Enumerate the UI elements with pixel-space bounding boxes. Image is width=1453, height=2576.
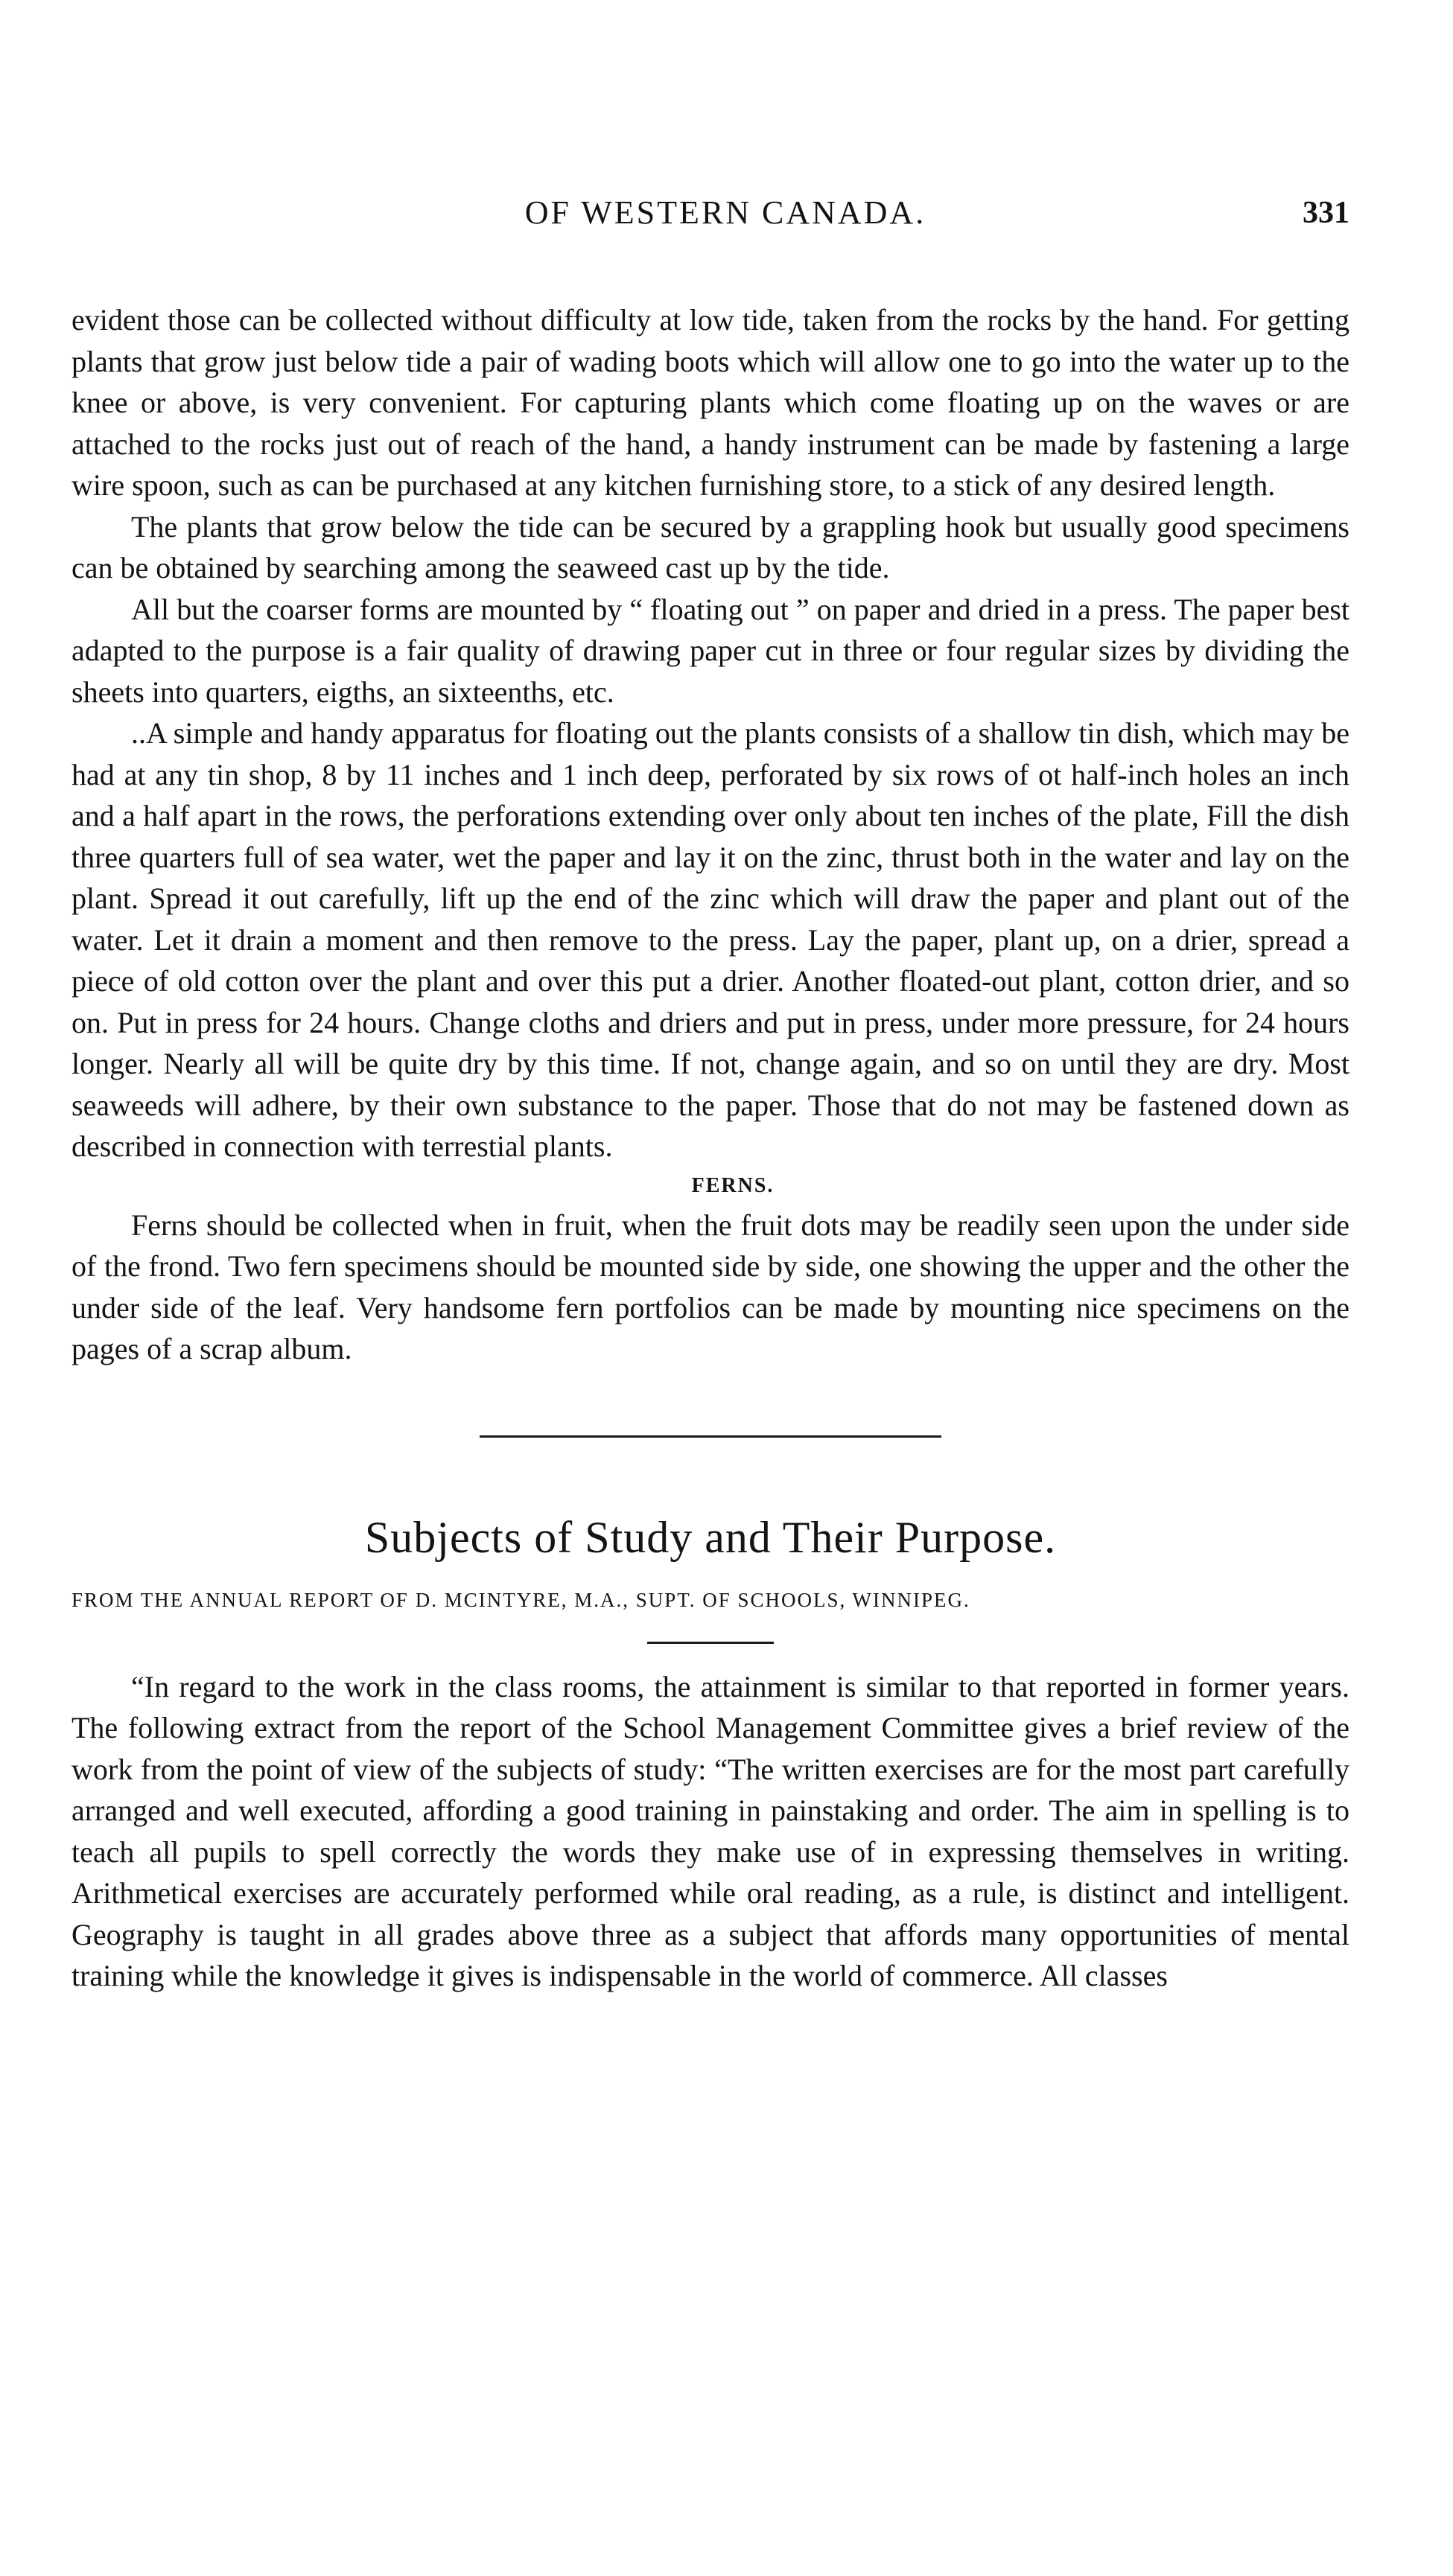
ferns-heading: FERNS. — [691, 1173, 775, 1197]
document-page — [71, 186, 1349, 1997]
article-body — [71, 1666, 1349, 1997]
page-number: 331 — [1303, 196, 1349, 230]
paragraph-collecting: evident those can be collected without difficulty at low tide, taken from the rocks by the hand. For getting plants that grow just below tide a pair of wading boots which will allow one to go into the water up to the knee or above, is very convenient. For capturing plants which come floating up on the waves or are attached to the rocks just out of reach of the hand, a handy instrument can be made by fastening a large wire spoon, such as can be purchased at any kitchen furnishing store, to a stick of any desired length. — [71, 303, 1349, 502]
article-source: FROM THE ANNUAL REPORT OF D. MCINTYRE, M.A., SUPT. OF SCHOOLS, WINNIPEG. — [71, 1588, 970, 1611]
running-header — [71, 186, 1349, 246]
paragraph-ferns: Ferns should be collected when in fruit, when the fruit dots may be readily seen upon the under side of the frond. Two fern specimens should be mounted side by side, one showing the upper and the other the under side of the leaf. Very handsome fern portfolios can be made by mounting nice specimens on the pages of a scrap album. — [71, 1208, 1349, 1365]
paragraph-grappling: The plants that grow below the tide can be secured by a grappling hook but usually good specimens can be obtained by searching among the seaweed cast up by the tide. — [71, 509, 1349, 584]
running-title: OF WESTERN CANADA. — [524, 194, 926, 231]
title-rule — [647, 1642, 774, 1644]
section-divider — [480, 1435, 941, 1438]
paragraph-apparatus: ..A simple and handy apparatus for floating out the plants consists of a shallow tin dish, which may be had at any tin shop, 8 by 11 inches and 1 inch deep, perforated by six rows of ot half-inch holes an inch and a half apart in the rows, the perforations extending over only about ten inches of the plate, Fill the dish three quarters full of sea water, wet the paper and lay it on the zinc, thrust both in the water and lay on the plant. Spread it out carefully, lift up the end of the zinc which will draw the paper and plant out of the water. Let it drain a moment and then remove to the press. Lay the paper, plant up, on a drier, spread a piece of old cotton over the plant and over this put a drier. Another floated-out plant, cotton drier, and so on. Put in press for 24 hours. Change cloths and driers and put in press, under more pressure, for 24 hours longer. Nearly all will be quite dry by this time. If not, change again, and so on until they are dry. Most seaweeds will adhere, by their own substance to the paper. Those that do not may be fastened down as described in connection with terrestial plants. — [71, 716, 1349, 1163]
seaweed-section — [71, 299, 1349, 1370]
article-title: Subjects of Study and Their Purpose. — [364, 1512, 1057, 1562]
paragraph-report: “In regard to the work in the class rooms, the attainment is similar to that reported in former years. The following extract from the report of the School Management Committee gives a brief review of the work from the point of view of the subjects of study: “The written exercises are for the most part carefully arranged and well executed, affording a good training in painstaking and order. The aim in spelling is to teach all pupils to spell correctly the words they make use of in expressing themselves in writing. Arithmetical exercises are accurately performed while oral reading, as a rule, is distinct and intelligent. Geography is taught in all grades above three as a subject that affords many opportunities of mental training while the knowledge it gives is indispensable in the world of commerce. All classes — [71, 1669, 1349, 1992]
paragraph-mounting: All but the coarser forms are mounted by “ floating out ” on paper and dried in a press. The paper best adapted to the purpose is a fair quality of drawing paper cut in three or four regular sizes by dividing the sheets into quarters, eigths, an sixteenths, etc. — [71, 592, 1349, 709]
